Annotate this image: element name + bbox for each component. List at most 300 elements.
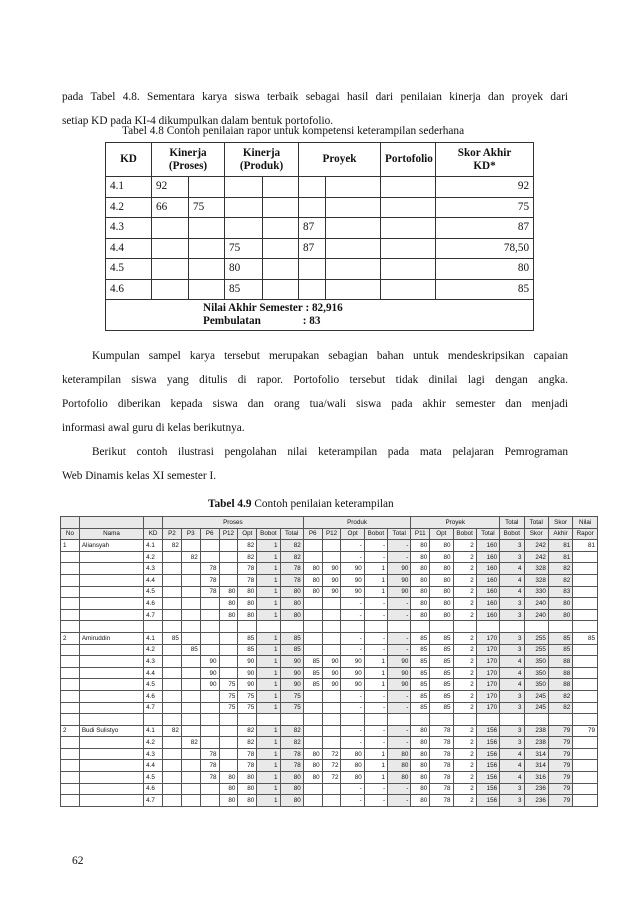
value-cell: 80 [303, 772, 322, 784]
nilai-rapor-cell [573, 795, 598, 807]
table49-row [61, 563, 598, 575]
value-cell: 3 [500, 795, 524, 807]
score-cell [326, 218, 381, 239]
table49-row [61, 656, 598, 668]
nilai-rapor-cell: 85 [573, 632, 598, 644]
score-cell [381, 218, 436, 239]
value-cell: 1 [257, 551, 280, 563]
value-cell: 82 [280, 551, 303, 563]
value-cell: 330 [524, 586, 548, 598]
value-cell: 2 [453, 551, 476, 563]
table49-row [61, 725, 598, 737]
kd-cell: 4.6 [106, 279, 152, 300]
value-cell: 156 [476, 795, 499, 807]
h-nilai-rapor-1: Nilai [573, 517, 598, 529]
value-cell: 78 [200, 586, 219, 598]
value-cell [163, 609, 182, 621]
value-cell: - [364, 725, 387, 737]
value-cell: 85 [411, 679, 430, 691]
value-cell [181, 690, 200, 702]
value-cell [322, 725, 341, 737]
skor-akhir-cell: 80 [436, 259, 534, 280]
student-name [79, 783, 143, 795]
value-cell: 82 [280, 725, 303, 737]
value-cell: 90 [341, 679, 364, 691]
value-cell: 160 [476, 540, 499, 552]
score-cell [263, 259, 299, 280]
student-name: Budi Sulistyo [79, 725, 143, 737]
value-cell: - [341, 632, 364, 644]
value-cell [181, 632, 200, 644]
score-cell [381, 259, 436, 280]
value-cell [200, 551, 219, 563]
value-cell [181, 586, 200, 598]
value-cell: 245 [524, 702, 548, 714]
value-cell: 80 [411, 748, 430, 760]
value-cell: 1 [257, 795, 280, 807]
value-cell: 2 [453, 748, 476, 760]
value-cell: - [341, 540, 364, 552]
value-cell [163, 702, 182, 714]
value-cell: 156 [476, 760, 499, 772]
value-cell [181, 540, 200, 552]
column-header: Skor [524, 528, 548, 540]
value-cell [322, 551, 341, 563]
value-cell: - [364, 551, 387, 563]
value-cell: 75 [280, 702, 303, 714]
value-cell: 90 [322, 563, 341, 575]
value-cell: 90 [322, 656, 341, 668]
value-cell: 240 [524, 609, 548, 621]
value-cell: 1 [257, 679, 280, 691]
value-cell: 85 [430, 702, 453, 714]
value-cell: 80 [280, 795, 303, 807]
score-cell [381, 177, 436, 198]
student-no [61, 748, 80, 760]
value-cell: 3 [500, 737, 524, 749]
value-cell: 238 [524, 725, 548, 737]
value-cell: 80 [388, 772, 411, 784]
table49-body [61, 540, 598, 807]
kd-cell: 4.3 [144, 656, 163, 668]
table49-row [61, 644, 598, 656]
table48-row [106, 238, 534, 259]
table49-row [61, 679, 598, 691]
nilai-rapor-cell [573, 679, 598, 691]
value-cell: 1 [257, 748, 280, 760]
value-cell: 1 [257, 760, 280, 772]
table48-caption: Tabel 4.8 Contoh penilaian rapor untuk kompetensi keterampilan sederhana [122, 125, 465, 137]
value-cell [181, 795, 200, 807]
value-cell [322, 644, 341, 656]
score-cell: 87 [299, 218, 326, 239]
value-cell: 80 [430, 540, 453, 552]
score-cell [381, 197, 436, 218]
value-cell [163, 748, 182, 760]
value-cell: 236 [524, 783, 548, 795]
value-cell [303, 795, 322, 807]
value-cell: 80 [411, 598, 430, 610]
value-cell: 82 [280, 540, 303, 552]
nilai-rapor-cell [573, 737, 598, 749]
score-cell [263, 197, 299, 218]
kd-cell: 4.3 [144, 563, 163, 575]
value-cell: 170 [476, 679, 499, 691]
value-cell [163, 551, 182, 563]
value-cell: 80 [219, 609, 238, 621]
value-cell: 90 [388, 679, 411, 691]
value-cell [303, 551, 322, 563]
value-cell [322, 737, 341, 749]
value-cell: 82 [238, 540, 257, 552]
value-cell: 80 [341, 760, 364, 772]
value-cell: 82 [238, 551, 257, 563]
student-no [61, 609, 80, 621]
value-cell: 3 [500, 783, 524, 795]
value-cell: 80 [341, 772, 364, 784]
value-cell [163, 690, 182, 702]
value-cell: 90 [238, 679, 257, 691]
score-cell [263, 177, 299, 198]
value-cell [322, 795, 341, 807]
value-cell: - [388, 598, 411, 610]
value-cell: 1 [364, 563, 387, 575]
value-cell [181, 783, 200, 795]
column-header: P6 [303, 528, 322, 540]
column-header: Opt [430, 528, 453, 540]
value-cell: 85 [411, 656, 430, 668]
table49-row [61, 783, 598, 795]
value-cell: 80 [219, 795, 238, 807]
value-cell: 79 [548, 772, 572, 784]
value-cell: 1 [257, 783, 280, 795]
score-cell: 87 [299, 238, 326, 259]
value-cell: 85 [411, 702, 430, 714]
column-header: Total [388, 528, 411, 540]
value-cell: 2 [453, 760, 476, 772]
value-cell [181, 725, 200, 737]
value-cell: 2 [453, 598, 476, 610]
student-name [79, 679, 143, 691]
value-cell: 82 [280, 737, 303, 749]
column-header: Opt [341, 528, 364, 540]
value-cell: 170 [476, 644, 499, 656]
nilai-rapor-cell [573, 667, 598, 679]
value-cell: - [341, 551, 364, 563]
value-cell: - [388, 737, 411, 749]
score-cell [299, 177, 326, 198]
value-cell: 85 [303, 679, 322, 691]
value-cell: 75 [238, 690, 257, 702]
table49-row [61, 598, 598, 610]
student-name: Aliansyah [79, 540, 143, 552]
value-cell: 4 [500, 748, 524, 760]
value-cell: 81 [548, 551, 572, 563]
value-cell: 80 [238, 795, 257, 807]
value-cell: 1 [257, 656, 280, 668]
value-cell: 75 [238, 702, 257, 714]
kd-cell: 4.1 [144, 540, 163, 552]
value-cell: 78 [280, 748, 303, 760]
value-cell: - [341, 690, 364, 702]
value-cell: - [388, 690, 411, 702]
value-cell: - [341, 737, 364, 749]
value-cell: 4 [500, 563, 524, 575]
value-cell: 90 [388, 574, 411, 586]
value-cell: - [364, 783, 387, 795]
column-header: KD [144, 528, 163, 540]
value-cell [163, 772, 182, 784]
value-cell: 83 [548, 586, 572, 598]
value-cell: 2 [453, 667, 476, 679]
value-cell: 80 [411, 609, 430, 621]
kd-cell: 4.6 [144, 783, 163, 795]
value-cell: 79 [548, 783, 572, 795]
value-cell: 80 [411, 760, 430, 772]
value-cell: 78 [238, 574, 257, 586]
value-cell: 90 [280, 667, 303, 679]
score-cell: 75 [225, 238, 263, 259]
value-cell: 316 [524, 772, 548, 784]
value-cell: 90 [322, 586, 341, 598]
nilai-rapor-cell [573, 598, 598, 610]
value-cell [219, 551, 238, 563]
value-cell: - [388, 644, 411, 656]
value-cell: 82 [548, 690, 572, 702]
value-cell: 2 [453, 772, 476, 784]
value-cell: 350 [524, 656, 548, 668]
value-cell: 78 [238, 748, 257, 760]
value-cell: - [388, 725, 411, 737]
value-cell: 79 [548, 760, 572, 772]
group-proyek: Proyek [411, 517, 500, 529]
nilai-rapor-cell [573, 772, 598, 784]
value-cell: 79 [548, 748, 572, 760]
table48-row [106, 197, 534, 218]
value-cell: 80 [280, 772, 303, 784]
value-cell: 82 [181, 551, 200, 563]
value-cell: 88 [548, 656, 572, 668]
value-cell [219, 656, 238, 668]
kd-cell: 4.1 [144, 725, 163, 737]
score-cell [225, 197, 263, 218]
nilai-rapor-cell [573, 551, 598, 563]
kd-cell: 4.4 [144, 667, 163, 679]
value-cell: 4 [500, 656, 524, 668]
spacer-row [61, 621, 598, 633]
value-cell [181, 748, 200, 760]
value-cell: 90 [341, 656, 364, 668]
value-cell: 90 [238, 667, 257, 679]
value-cell: 75 [219, 690, 238, 702]
value-cell: 80 [219, 598, 238, 610]
nilai-rapor-cell [573, 760, 598, 772]
value-cell [219, 632, 238, 644]
student-no [61, 737, 80, 749]
intro-line-1: pada Tabel 4.8. Sementara karya siswa terbaik sebagai hasil dari penilaian kinerja dan proyek dari [62, 91, 568, 103]
value-cell: 3 [500, 690, 524, 702]
value-cell: 90 [388, 656, 411, 668]
value-cell: 156 [476, 783, 499, 795]
value-cell: 72 [322, 772, 341, 784]
kd-cell: 4.2 [106, 197, 152, 218]
table49-column-headers [61, 528, 598, 540]
value-cell [322, 540, 341, 552]
nilai-rapor-cell [573, 586, 598, 598]
value-cell: 1 [257, 563, 280, 575]
value-cell: 1 [257, 644, 280, 656]
value-cell [163, 795, 182, 807]
value-cell: 80 [411, 551, 430, 563]
table48-row [106, 259, 534, 280]
value-cell: 3 [500, 540, 524, 552]
pembulatan: Pembulatan : 83 [203, 315, 321, 327]
student-name [79, 690, 143, 702]
value-cell: 3 [500, 551, 524, 563]
value-cell: - [341, 702, 364, 714]
value-cell: 2 [453, 690, 476, 702]
student-no [61, 772, 80, 784]
value-cell [181, 574, 200, 586]
value-cell [303, 540, 322, 552]
value-cell: 242 [524, 540, 548, 552]
kd-cell: 4.6 [144, 598, 163, 610]
value-cell [322, 598, 341, 610]
value-cell: 80 [430, 563, 453, 575]
student-no [61, 760, 80, 772]
value-cell: 80 [238, 598, 257, 610]
score-cell: 75 [189, 197, 225, 218]
table49-row [61, 772, 598, 784]
score-cell: 85 [225, 279, 263, 300]
value-cell: 2 [453, 725, 476, 737]
value-cell: 82 [548, 563, 572, 575]
table49-row [61, 551, 598, 563]
table48-footer [106, 300, 534, 331]
value-cell: 80 [388, 748, 411, 760]
kd-cell: 4.6 [144, 690, 163, 702]
table49-row [61, 540, 598, 552]
value-cell [219, 760, 238, 772]
table49-caption: Tabel 4.9 Contoh penilaian keterampilan [208, 498, 394, 510]
kd-cell: 4.2 [144, 551, 163, 563]
value-cell: 4 [500, 667, 524, 679]
body-p1-line-2: keterampilan siswa yang ditulis di rapor. Portofolio tersebut tidak dinilai lagi dengan angka. [62, 374, 568, 386]
value-cell: 80 [411, 563, 430, 575]
value-cell [200, 598, 219, 610]
value-cell [303, 783, 322, 795]
nilai-rapor-cell [573, 563, 598, 575]
value-cell: 1 [364, 760, 387, 772]
value-cell: 245 [524, 690, 548, 702]
score-cell [152, 259, 189, 280]
value-cell: - [388, 783, 411, 795]
value-cell [163, 679, 182, 691]
value-cell: 4 [500, 679, 524, 691]
value-cell: 82 [548, 702, 572, 714]
kd-cell: 4.5 [144, 586, 163, 598]
value-cell [181, 598, 200, 610]
table48-body [106, 177, 534, 300]
table48-row [106, 218, 534, 239]
value-cell: 80 [430, 609, 453, 621]
value-cell: 2 [453, 737, 476, 749]
student-no [61, 656, 80, 668]
table49-row [61, 760, 598, 772]
value-cell [219, 574, 238, 586]
value-cell: 90 [322, 679, 341, 691]
student-no [61, 586, 80, 598]
score-cell [263, 279, 299, 300]
value-cell [322, 632, 341, 644]
column-header: Nama [79, 528, 143, 540]
value-cell [163, 644, 182, 656]
value-cell: 1 [257, 540, 280, 552]
table49-row [61, 632, 598, 644]
value-cell: 2 [453, 540, 476, 552]
value-cell: 72 [322, 748, 341, 760]
value-cell [322, 690, 341, 702]
value-cell: 79 [548, 795, 572, 807]
value-cell: 78 [430, 795, 453, 807]
value-cell: 80 [303, 586, 322, 598]
value-cell: 82 [238, 737, 257, 749]
kd-cell: 4.5 [106, 259, 152, 280]
value-cell [303, 690, 322, 702]
nilai-akhir-semester: Nilai Akhir Semester : 82,916 [203, 302, 343, 314]
score-cell: 92 [152, 177, 189, 198]
value-cell [181, 563, 200, 575]
value-cell: 85 [280, 644, 303, 656]
table49 [60, 516, 598, 807]
kd-cell: 4.4 [144, 574, 163, 586]
value-cell: 160 [476, 551, 499, 563]
nilai-rapor-cell [573, 702, 598, 714]
kd-cell: 4.2 [144, 737, 163, 749]
value-cell [200, 795, 219, 807]
value-cell: 1 [257, 598, 280, 610]
value-cell [200, 632, 219, 644]
value-cell: 79 [548, 725, 572, 737]
column-header: Opt [238, 528, 257, 540]
table49-row [61, 574, 598, 586]
value-cell: 4 [500, 586, 524, 598]
value-cell: 78 [280, 760, 303, 772]
value-cell: 78 [200, 772, 219, 784]
value-cell [163, 598, 182, 610]
student-name [79, 702, 143, 714]
value-cell [303, 632, 322, 644]
value-cell: 2 [453, 563, 476, 575]
value-cell: 3 [500, 644, 524, 656]
value-cell: 78 [200, 748, 219, 760]
value-cell: 85 [163, 632, 182, 644]
value-cell: 156 [476, 737, 499, 749]
value-cell [219, 563, 238, 575]
value-cell: 80 [548, 609, 572, 621]
value-cell: 80 [280, 598, 303, 610]
student-name [79, 667, 143, 679]
table48-row [106, 177, 534, 198]
value-cell [200, 540, 219, 552]
value-cell: - [388, 609, 411, 621]
value-cell: 80 [411, 783, 430, 795]
header-kinerja-produk: Kinerja (Produk) [225, 143, 299, 177]
score-cell [263, 218, 299, 239]
value-cell: 240 [524, 598, 548, 610]
skor-akhir-cell: 78,50 [436, 238, 534, 259]
score-cell [326, 238, 381, 259]
